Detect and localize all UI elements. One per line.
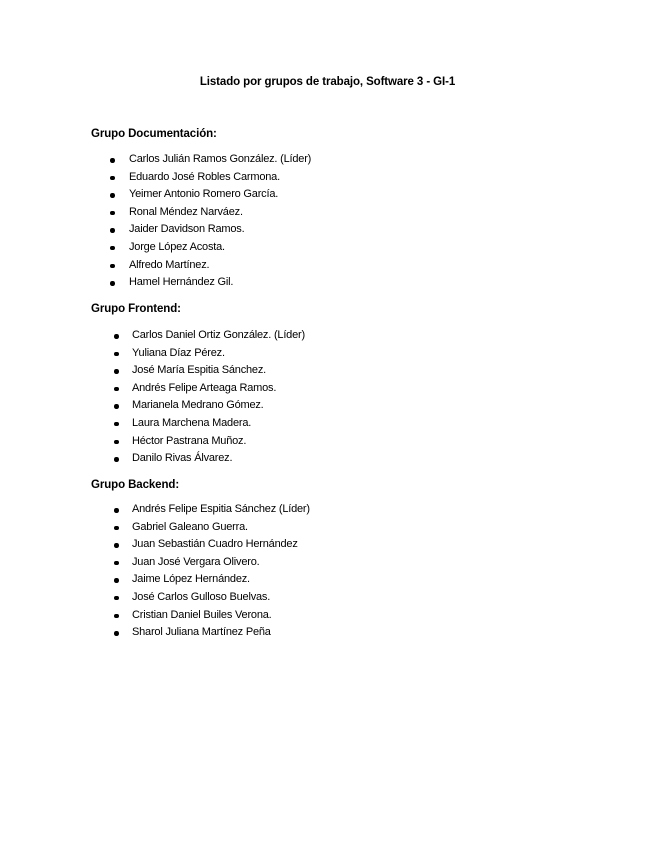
bullet-icon xyxy=(114,334,119,339)
list-item xyxy=(91,345,611,363)
member-list xyxy=(91,151,611,292)
group-heading: Grupo Frontend: xyxy=(91,303,181,315)
group-frontend xyxy=(91,300,611,468)
list-item xyxy=(91,362,611,380)
list-item xyxy=(91,274,611,292)
list-item xyxy=(91,536,611,554)
member-name: Andrés Felipe Espitia Sánchez (Líder) xyxy=(132,503,310,515)
bullet-icon xyxy=(110,246,115,251)
bullet-icon xyxy=(114,578,119,583)
group-heading: Grupo Backend: xyxy=(91,479,180,491)
bullet-icon xyxy=(110,281,115,286)
list-item xyxy=(91,501,611,519)
list-item xyxy=(91,204,611,222)
member-name: Yuliana Díaz Pérez. xyxy=(132,346,225,359)
list-item xyxy=(91,169,611,187)
bullet-icon xyxy=(114,352,119,357)
member-list xyxy=(91,327,611,468)
member-name: Jaider Davidson Ramos. xyxy=(129,223,245,236)
bullet-icon xyxy=(114,404,119,409)
bullet-icon xyxy=(114,440,119,445)
group-backend xyxy=(91,476,611,642)
list-item xyxy=(91,151,611,169)
bullet-icon xyxy=(110,176,115,181)
list-item xyxy=(91,327,611,345)
member-name: Alfredo Martínez. xyxy=(129,258,210,271)
member-name: Sharol Juliana Martínez Peña xyxy=(132,626,271,639)
bullet-icon xyxy=(114,614,119,619)
group-documentacion xyxy=(91,125,611,292)
list-item xyxy=(91,607,611,625)
member-name: Jaime López Hernández. xyxy=(132,573,250,586)
document-title: Listado por grupos de trabajo, Software 3 - GI-1 xyxy=(199,76,456,88)
bullet-icon xyxy=(110,211,115,216)
list-item xyxy=(91,624,611,642)
member-name: Carlos Daniel Ortiz González. (Líder) xyxy=(132,329,305,341)
member-name: Eduardo José Robles Carmona. xyxy=(129,170,280,183)
bullet-icon xyxy=(114,596,119,601)
bullet-icon xyxy=(114,457,119,462)
bullet-icon xyxy=(114,631,119,636)
member-name: Carlos Julián Ramos González. (Líder) xyxy=(129,153,312,165)
list-item xyxy=(91,186,611,204)
member-name: Marianela Medrano Gómez. xyxy=(132,399,264,412)
group-heading: Grupo Documentación: xyxy=(91,128,217,140)
member-name: Cristian Daniel Builes Verona. xyxy=(132,608,272,621)
bullet-icon xyxy=(114,422,119,427)
bullet-icon xyxy=(114,561,119,566)
list-item xyxy=(91,380,611,398)
list-item xyxy=(91,433,611,451)
list-item xyxy=(91,221,611,239)
member-name: Laura Marchena Madera. xyxy=(132,416,252,429)
bullet-icon xyxy=(114,526,119,531)
bullet-icon xyxy=(110,158,115,163)
member-name: José María Espitia Sánchez. xyxy=(132,364,267,377)
member-name: Juan Sebastián Cuadro Hernández xyxy=(132,538,298,551)
list-item xyxy=(91,415,611,433)
member-name: Yeimer Antonio Romero García. xyxy=(129,188,279,201)
list-item xyxy=(91,450,611,468)
list-item xyxy=(91,554,611,572)
member-name: Juan José Vergara Olivero. xyxy=(132,555,260,568)
bullet-icon xyxy=(114,508,119,513)
bullet-icon xyxy=(110,193,115,198)
member-name: Héctor Pastrana Muñoz. xyxy=(132,434,247,447)
bullet-icon xyxy=(110,228,115,233)
list-item xyxy=(91,519,611,537)
bullet-icon xyxy=(114,369,119,374)
bullet-icon xyxy=(114,387,119,392)
member-list xyxy=(91,501,611,642)
bullet-icon xyxy=(110,264,115,269)
member-name: Gabriel Galeano Guerra. xyxy=(132,520,248,533)
member-name: José Carlos Gulloso Buelvas. xyxy=(132,590,271,603)
list-item xyxy=(91,239,611,257)
member-name: Andrés Felipe Arteaga Ramos. xyxy=(132,381,277,394)
list-item xyxy=(91,257,611,275)
list-item xyxy=(91,397,611,415)
member-name: Ronal Méndez Narváez. xyxy=(129,205,243,218)
member-name: Danilo Rivas Álvarez. xyxy=(132,452,233,465)
list-item xyxy=(91,571,611,589)
list-item xyxy=(91,589,611,607)
member-name: Jorge López Acosta. xyxy=(129,240,225,253)
member-name: Hamel Hernández Gil. xyxy=(129,276,234,289)
bullet-icon xyxy=(114,543,119,548)
